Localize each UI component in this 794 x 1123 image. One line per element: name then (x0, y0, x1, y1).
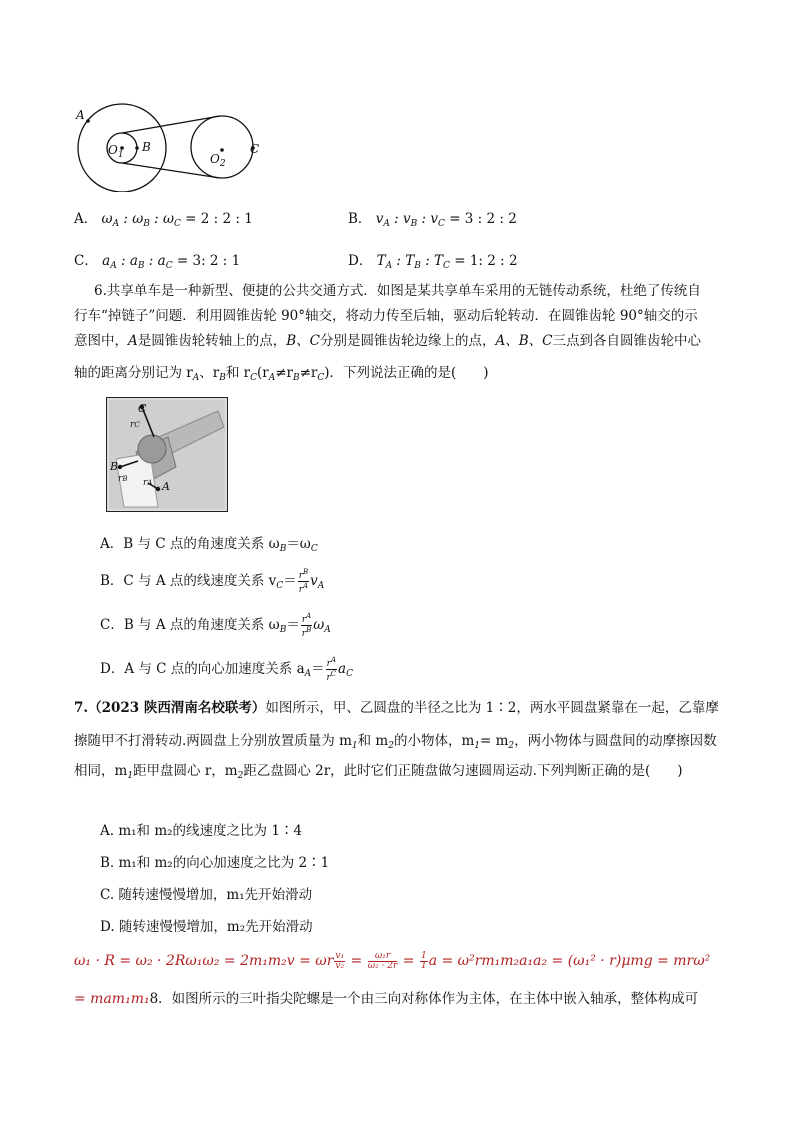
q6-option-d[interactable]: D．A 与 C 点的向心加速度关系 $a_A=$ $\frac{r^A}{r^C}$ $a_C$ (100, 656, 353, 683)
q5-option-b[interactable]: B． $v_A$ : $v_B$ : $v_C = 3$ : 2 : 2 (348, 211, 517, 229)
pulley-figure (70, 100, 270, 192)
q7-option-d[interactable]: D. 随转速慢慢增加，m₂先开始滑动 (100, 919, 313, 935)
q5-option-a[interactable]: A． $\omega_A$ : $\omega_B$ : $\omega_C = 2$ : 2 : 1 (74, 211, 253, 229)
label-C: C (250, 142, 260, 156)
photo-label-rC: rC (130, 420, 140, 430)
photo-label-rA: rA (143, 478, 153, 488)
formula-line-1: ω₁ · R = ω₂ · 2Rω₁ω₂ = 2m₁m₂v = ωr $\frac{\text{v₁}}{\text{v₂}}$ = $\frac{\text{ω₁r}}{\text{ω₂ · 2r}}$ = $\frac{1}{1}$ a = ω²rm₁m₂a₁a₂ = (ω₁² · r)μmg = mrω² (74, 950, 711, 971)
formula-line-2: = mam₁m₁8．如图所示的三叶指尖陀螺是一个由三向对称体作为主体，在主体中嵌入轴承，整体构成可 (74, 991, 699, 1007)
q6-line-3: 意图中，A是圆锥齿轮转轴上的点，B、C分别是圆锥齿轮边缘上的点，A、B、C三点到各自圆锥齿轮中心 (74, 333, 701, 349)
photo-label-A: A (162, 480, 170, 493)
q6-line-4: 轴的距离分别记为 $r_A$、$r_B$和 $r_C(r_A\ne r_B\ne r_C)$．下列说法正确的是( ) (74, 365, 489, 383)
bevel-gear-photo (106, 397, 228, 512)
q5-option-d[interactable]: D． $T_A$ : $T_B$ : $T_C = 1$: 2 : 2 (348, 253, 518, 271)
label-O2: $O_2$ (210, 152, 226, 169)
label-O1: $O_1$ (108, 143, 124, 160)
q6-option-c[interactable]: C．B 与 A 点的角速度关系 $\omega_B=$ $\frac{r^A}{r^B}$ $\omega_A$ (100, 612, 331, 639)
q6-line-1: 6.共享单车是一种新型、便捷的公共交通方式．如图是某共享单车采用的无链传动系统，杜绝了传统自 (94, 283, 701, 299)
photo-label-C: C (138, 402, 147, 415)
q7-option-a[interactable]: A. m₁和 m₂的线速度之比为 1∶4 (100, 823, 303, 839)
q6-option-b[interactable]: B．C 与 A 点的线速度关系 $v_C=$ $\frac{r^B}{r^A}$ $v_A$ (100, 568, 325, 595)
label-B: B (142, 140, 151, 154)
q7-line-1: 7.（2023 陕西渭南名校联考）如图所示，甲、乙圆盘的半径之比为 1∶2，两水平圆盘紧靠在一起，乙靠摩 (74, 700, 719, 716)
q7-option-b[interactable]: B. m₁和 m₂的向心加速度之比为 2∶1 (100, 855, 330, 871)
q7-line-2: 擦随甲不打滑转动.两圆盘上分别放置质量为 $m_1$和 $m_2$的小物体，$m_1= m_2$，两小物体与圆盘间的动摩擦因数 (74, 733, 717, 751)
label-A: A (76, 108, 85, 122)
q6-line-2: 行车“掉链子”问题．利用圆锥齿轮 90°轴交，将动力传至后轴，驱动后轮转动．在圆锥齿轮 90°轴交的示 (74, 308, 698, 324)
photo-label-B: B (110, 460, 119, 473)
photo-label-rB: rB (118, 474, 128, 484)
q7-line-3: 相同，$m_1$距甲盘圆心 r，$m_2$距乙盘圆心 2r，此时它们正随盘做匀速圆周运动.下列判断正确的是( ) (74, 763, 683, 781)
q7-option-c[interactable]: C. 随转速慢慢增加，m₁先开始滑动 (100, 887, 313, 903)
q5-option-c[interactable]: C． $a_A$ : $a_B$ : $a_C = 3$: 2 : 1 (74, 253, 241, 271)
q6-option-a[interactable]: A．B 与 C 点的角速度关系 $\omega_B=\omega_C$ (100, 536, 318, 554)
